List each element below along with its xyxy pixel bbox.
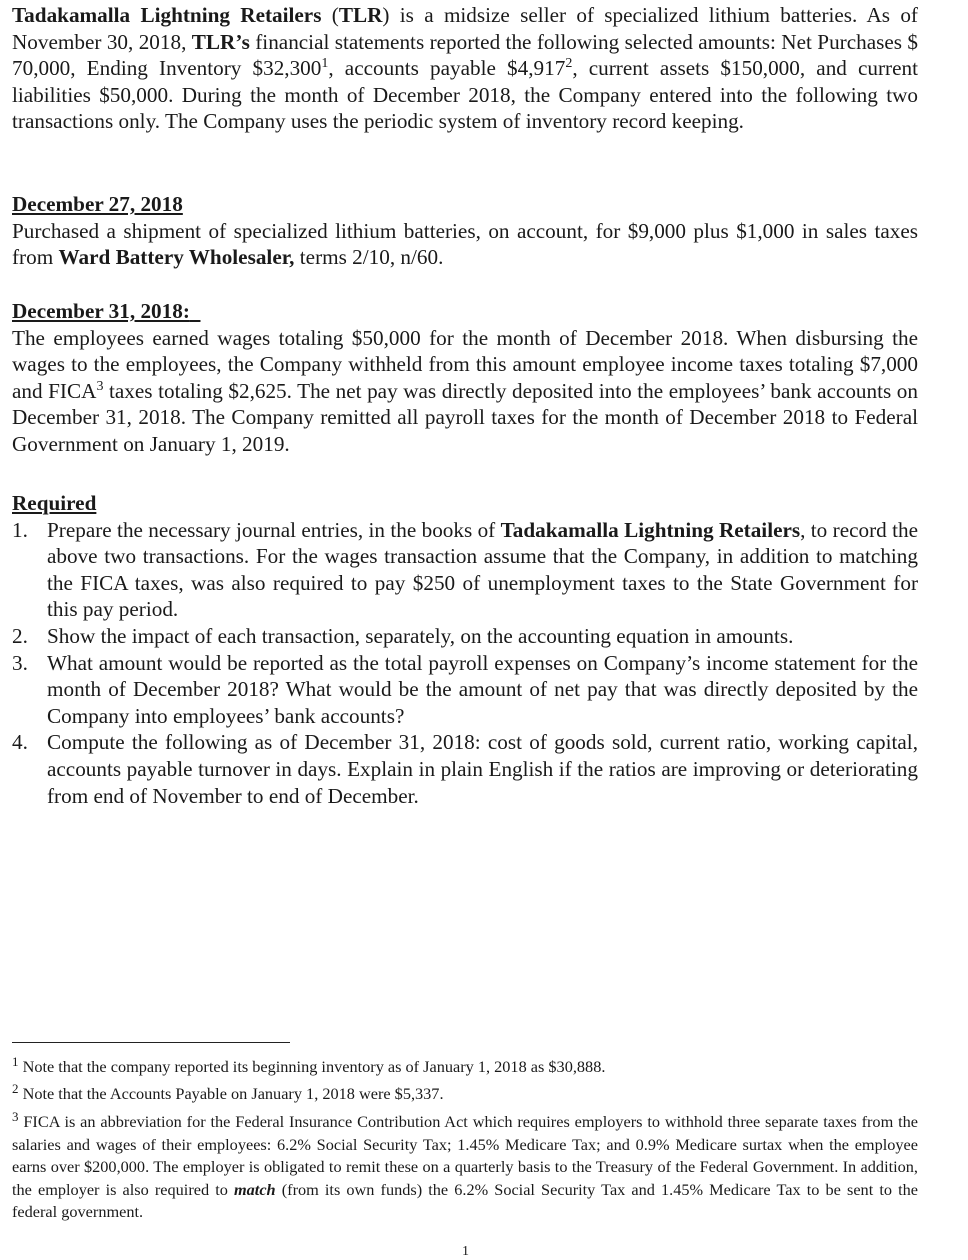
list-item: 4. Compute the following as of December 31, 2018: cost of goods sold, current ratio, working capital, accounts payable turnover in days. Explain in plain English if the ratios are improving or deteriorating from end of November to end of December. xyxy=(12,730,918,808)
company-possessive: TLR’s xyxy=(191,29,250,54)
list-item: 3. What amount would be reported as the total payroll expenses on Company’s income statement for the month of December 2018? What would be the amount of net pay that was directly deposited by the Company into employees’ bank accounts? xyxy=(12,650,918,728)
footnote-divider xyxy=(12,1042,290,1043)
section-dec-27 xyxy=(12,191,918,271)
heading-dec-31: December 31, 2018: xyxy=(12,299,190,323)
heading-dec-27: December 27, 2018 xyxy=(12,192,183,216)
section-dec-31 xyxy=(12,298,918,458)
footnote-3: $^3$ FICA is an abbreviation for the Federal Insurance Contribution Act which requires employers to withhold three separate taxes from the salaries and wages of their employees: 6.2% Social Security Tax; 1.45% Medicare Tax; and 0.9% Medicare surtax when the employee earns over $200,000. The employer is obligated to remit these on a quarterly basis to the Treasury of the Federal Government. In addition, the employer is also required to match (from its own funds) the 6.2% Social Security Tax and 1.45% Medicare Tax to be sent to the federal government. xyxy=(12,1109,918,1221)
company-name: Tadakamalla Lightning Retailers xyxy=(12,3,322,27)
footnote-ref-1: 1 xyxy=(321,56,329,72)
footnote-ref-2: 2 xyxy=(565,56,573,72)
dec-27-paragraph: Purchased a shipment of specialized lithium batteries, on account, for $9,000 plus $1,000 in sales taxes from Ward Battery Wholesaler, terms 2/10, n/60. xyxy=(12,218,918,270)
required-list xyxy=(12,517,918,810)
footnote-ref-3: 3 xyxy=(96,378,104,394)
dec-31-paragraph: The employees earned wages totaling $50,000 for the month of December 2018. When disbursing the wages to the employees, the Company withheld from this amount employee income taxes totaling $7,000 and FICA$^3$ taxes totaling $2,625. The net pay was directly deposited into the employees’ bank accounts on December 31, 2018. The Company remitted all payroll taxes for the month of December 2018 to Federal Government on January 1, 2019. xyxy=(12,325,918,456)
emphasis-match: match xyxy=(234,1179,276,1199)
heading-required: Required xyxy=(12,491,97,515)
page-number: 1 xyxy=(462,1244,469,1259)
section-required xyxy=(12,490,918,809)
intro-paragraph: Tadakamalla Lightning Retailers (TLR) is a midsize seller of specialized lithium batteries. As of November 30, 2018, TLR’s financial statements reported the following selected amounts: Net Purchases $ 70,000, Ending Inventory $32,300$^1$, accounts payable $4,917$^2$, current assets $150,000, and current liabilities $50,000. During the month of December 2018, the Company entered into the following two transactions only. The Company uses the periodic system of inventory record keeping. xyxy=(12,3,919,134)
list-item: 2. Show the impact of each transaction, separately, on the accounting equation in amounts. xyxy=(12,623,794,648)
footnote-2: $^2$ Note that the Accounts Payable on January 1, 2018 were $5,337. xyxy=(12,1081,444,1103)
list-item: 1. Prepare the necessary journal entries, in the books of Tadakamalla Lightning Retailers, to record the above two transactions. For the wages transaction assume that the Company, in addition to matching the FICA taxes, was also required to pay $250 of unemployment taxes to the State Government for this pay period. xyxy=(12,517,918,622)
footnote-1: $^1$ Note that the company reported its beginning inventory as of January 1, 2018 as $30,888. xyxy=(12,1054,606,1076)
company-abbr: TLR xyxy=(338,3,383,27)
vendor-name: Ward Battery Wholesaler, xyxy=(58,245,295,270)
